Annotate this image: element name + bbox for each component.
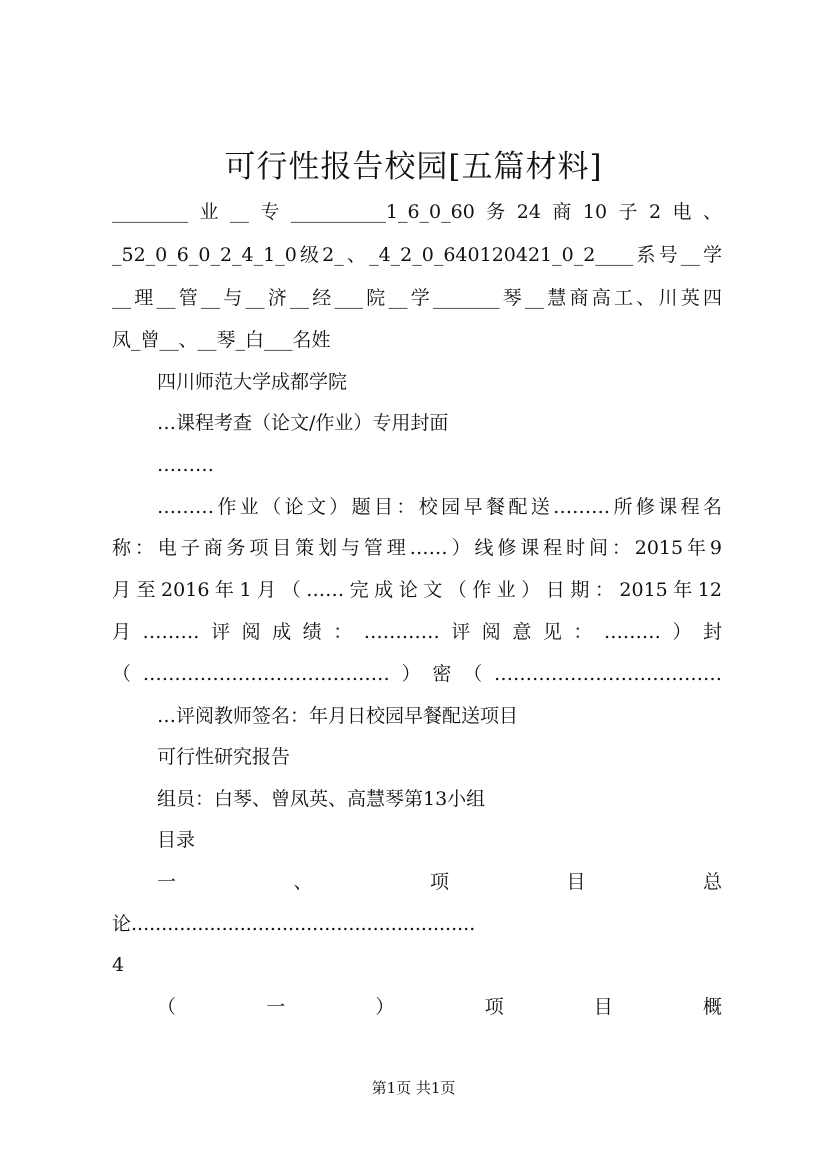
cover-heading: …课程考查（论文/作业）专用封面 [157, 412, 449, 434]
grade-line: 月………评阅成绩：…………评阅意见：………）封 [112, 621, 722, 643]
group-members-line: 组员：白琴、曾凤英、高慧琴第13小组 [157, 788, 486, 810]
body-line-4: 凤_曾__、__琴_白___名姓 [112, 329, 331, 351]
toc-item-1-label: 一 、 项 目 总 [157, 871, 722, 893]
toc-item-1-page: 4 [112, 954, 125, 976]
school-name: 四川师范大学成都学院 [157, 371, 348, 393]
toc-item-1-leader: 论......................................................... [112, 913, 476, 935]
report-heading: 可行性研究报告 [157, 746, 291, 768]
toc-heading: 目录 [157, 829, 196, 851]
toc-item-2-label: （ 一 ） 项 目 概 [157, 996, 722, 1018]
body-line-1: ________业__专__________1_6_0_60务24商10子2电、 [112, 201, 722, 223]
page-footer: 第1页 共1页 [371, 1079, 456, 1097]
course-name-line: 称：电子商务项目策划与管理……）线修课程时间：2015年9 [112, 537, 722, 559]
dots-line: ……… [157, 454, 214, 476]
course-time-line: 月至2016年1月（……完成论文（作业）日期：2015年12 [112, 579, 722, 601]
assignment-topic-line: ………作业（论文）题目：校园早餐配送………所修课程名 [157, 496, 722, 518]
document-title: 可行性报告校园[五篇材料] [224, 149, 603, 185]
body-line-2: _52_0_6_0_2_4_1_0级2_、_4_2_0_640120421_0_2____系号__学 [112, 244, 722, 266]
teacher-signature-line: …评阅教师签名：年月日校园早餐配送项目 [157, 705, 519, 727]
body-line-3: __理__管__与__济__经___院__学_______琴__慧商高工、川英四 [112, 287, 722, 309]
seal-line: （…………………………………）密（……………………………… [112, 663, 722, 685]
